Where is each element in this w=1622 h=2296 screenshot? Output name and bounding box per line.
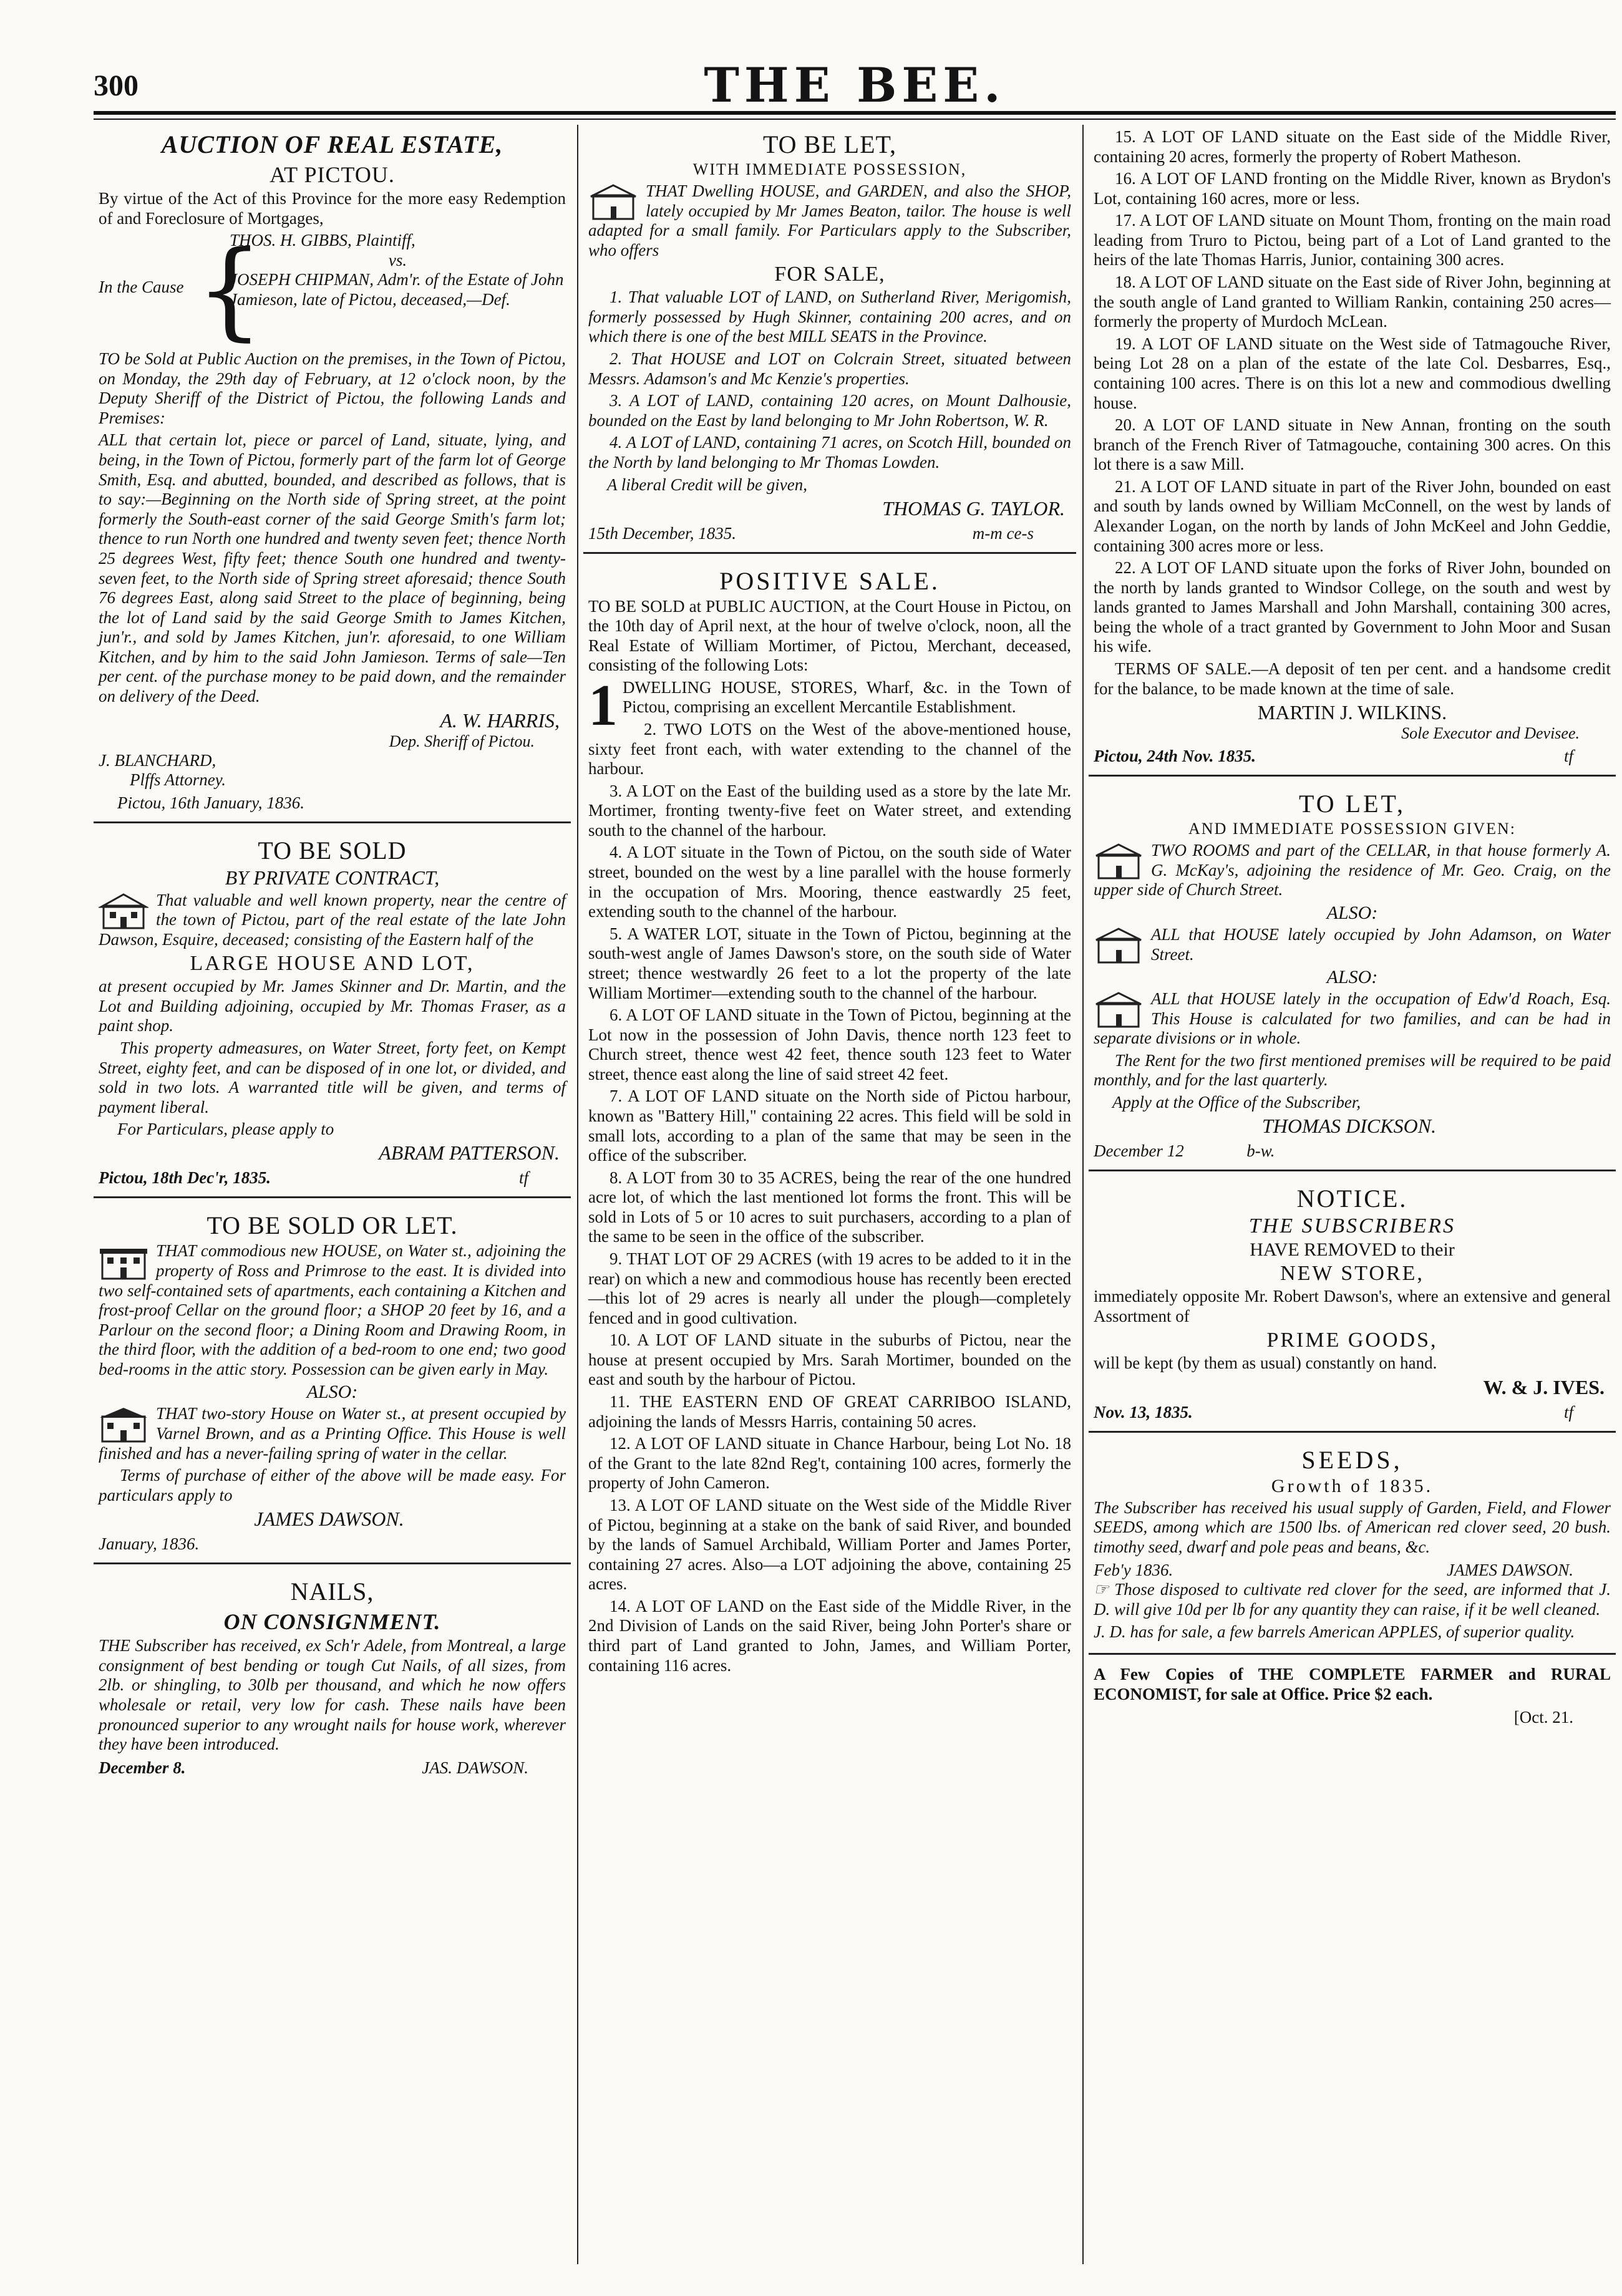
house-icon: [99, 1407, 148, 1443]
ad-title: SEEDS,: [1301, 1445, 1403, 1474]
signature: ABRAM PATTERSON.: [379, 1141, 560, 1165]
date: Pictou, 18th Dec'r, 1835.: [99, 1168, 271, 1188]
house-icon: [99, 893, 148, 929]
page-number: 300: [94, 69, 138, 102]
ad-subtitle: Growth of 1835.: [1271, 1475, 1434, 1496]
house-icon: [1094, 843, 1144, 879]
ad-text: THE Subscriber has received, ex Sch'r Adele, from Montreal, a large consignment of best bending or tough Cut Nails, of all sizes, from 2lb. or shingling, to 30lb per thousand, and which he now offers wholesale or retail, very low for cash. These nails have been pronounced superior to any wrought nails for house work, wherever they have been introduced.: [99, 1636, 566, 1754]
ad-title: NAILS,: [290, 1577, 374, 1606]
lot-13: 13. A LOT OF LAND situate on the West side of the Middle River of Pictou, beginning at a stake on the bank of said River, and bounded by the lands of Samuel Archibald, William Porter and James Porter, containing 27 acres. Also—a LOT adjoining the above, containing 25 acres.: [588, 1495, 1071, 1594]
nails-ad: [94, 1572, 571, 1786]
ad-text: at present occupied by Mr. James Skinner and Dr. Martin, and the Lot and Building adjoining, occupied by Mr. Thomas Fraser, as a paint shop.: [99, 977, 566, 1035]
ad-text: TO be Sold at Public Auction on the premises, in the Town of Pictou, on Monday, the 29th day of February, at 12 o'clock noon, by the Deputy Sheriff of the District of Pictou, the following Lands and Premises:: [99, 349, 566, 427]
lot-1: 1 DWELLING HOUSE, STORES, Wharf, &c. in the Town of Pictou, comprising an excellent Mercantile Establishment.: [588, 672, 1071, 738]
column-rule: [1082, 125, 1084, 2264]
signature: JAS. DAWSON.: [422, 1758, 528, 1777]
signature: JAMES DAWSON.: [1447, 1561, 1573, 1580]
notice-line: PRIME GOODS,: [1266, 1329, 1438, 1352]
cause-label: In the Cause: [99, 278, 184, 297]
versus: vs.: [388, 250, 407, 269]
apply-line: Apply at the Office of the Subscriber,: [1112, 1092, 1361, 1112]
signature: THOMAS DICKSON.: [1261, 1114, 1437, 1137]
farmer-ad: [1089, 1662, 1616, 1736]
ad-subtitle: AND IMMEDIATE POSSESSION GIVEN:: [1188, 820, 1516, 838]
ad-text: A Few Copies of THE COMPLETE FARMER and RURAL ECONOMIST, for sale at Office. Price $2 each.: [1094, 1665, 1611, 1703]
lot-6: 6. A LOT OF LAND situate in the Town of Pictou, beginning at the Lot now in the possession of John Davis, thence north 123 feet to Church street, thence west 42 feet, thence south 123 feet to Water street, thence east along the line of said street 42 feet.: [588, 1005, 1071, 1083]
ad-text: TWO ROOMS and part of the CELLAR, in that house formerly A. G. McKay's, adjoining the residence of Mr. Geo. Craig, on the upper side of Church Street.: [1094, 841, 1611, 899]
lot-19: 19. A LOT OF LAND situate on the West side of Tatmagouche River, being Lot 28 on a plan of the estate of the late Col. Desbarres, Esq., containing 100 acres. There is on this lot a new and commodious dwelling house.: [1094, 334, 1611, 412]
ad-text: J. D. has for sale, a few barrels American APPLES, of superior quality.: [1094, 1622, 1575, 1641]
house-icon: [588, 184, 638, 220]
ad-text: Terms of purchase of either of the above will be made easy. For particulars apply to: [99, 1466, 566, 1504]
column-rule: [577, 125, 578, 2264]
lot-16: 16. A LOT OF LAND fronting on the Middle River, known as Brydon's Lot, containing 160 acres, more or less.: [1094, 169, 1611, 208]
lot-8: 8. A LOT from 30 to 35 ACRES, being the rear of the one hundred acre lot, of which the last mentioned lot forms the front. This will be sold in Lots of 5 or 10 acres to suit purchasers, according to a plan of the same to be seen in the office of the subscriber.: [588, 1168, 1071, 1246]
ad-text: This property admeasures, on Water Street, forty feet, on Kempt Street, eighty feet, and can be disposed of in one lot, or divided, and sold in two lots. A warranted title will be given, and terms of payment liberal.: [99, 1039, 566, 1117]
sold-or-let-ad: [94, 1206, 571, 1564]
date: Feb'y 1836.: [1094, 1561, 1173, 1580]
signature: MARTIN J. WILKINS.: [1257, 701, 1447, 724]
date: [Oct. 21.: [1513, 1708, 1573, 1727]
signature-title: Dep. Sheriff of Pictou.: [389, 732, 535, 750]
apply-line: For Particulars, please apply to: [117, 1120, 334, 1139]
ad-title: TO LET,: [1299, 790, 1406, 818]
notice-line: THE SUBSCRIBERS: [1248, 1214, 1456, 1238]
date: Pictou, 24th Nov. 1835.: [1094, 747, 1256, 766]
masthead-rule: [94, 111, 1616, 115]
ad-heading: FOR SALE,: [774, 263, 885, 286]
signature: JAMES DAWSON.: [254, 1508, 404, 1531]
masthead: [94, 57, 1616, 117]
date: December 12: [1094, 1141, 1184, 1160]
ad-subtitle: ON CONSIGNMENT.: [223, 1609, 441, 1635]
dateline: [99, 1168, 566, 1188]
positive-sale-continued: [1089, 125, 1616, 777]
column-3: [1089, 125, 1616, 2270]
credit-line: A liberal Credit will be given,: [607, 475, 807, 494]
code: m-m ce-s: [972, 523, 1034, 543]
ad-subtitle: WITH IMMEDIATE POSSESSION,: [692, 160, 967, 178]
signature: W. & J. IVES.: [1483, 1375, 1605, 1398]
dateline: [1094, 747, 1611, 766]
lot-21: 21. A LOT OF LAND situate in part of the River John, bounded on east and south by lands owned by William McConnell, on the west by lands of Alexander Logan, on the north by lands of John McKeel and John Geddie, containing 300 acres more or less.: [1094, 477, 1611, 555]
newspaper-title: THE BEE.: [704, 57, 1006, 113]
lot-9: 9. THAT LOT OF 29 ACRES (with 19 acres to be added to it in the rear) on which a new and commodious house has recently been erected—this lot of 29 acres is nearly all under the plough—completely fenced and in good cultivation.: [588, 1249, 1071, 1327]
lot-15: 15. A LOT OF LAND situate on the East side of the Middle River, containing 20 acres, formerly the property of Robert Matheson.: [1094, 127, 1611, 166]
signature-title: Sole Executor and Devisee.: [1401, 724, 1580, 743]
brace-icon: {: [196, 228, 264, 352]
ad-text: That valuable and well known property, near the centre of the town of Pictou, part of the real estate of the late John Dawson, Esquire, deceased; consisting of the Eastern half of the: [99, 890, 566, 949]
ad-text: TO BE SOLD at PUBLIC AUCTION, at the Court House in Pictou, on the 10th day of April next, at the hour of twelve o'clock, noon, all the Real Estate of William Mortimer, of Pictou, Merchant, deceased, consisting of the following Lots:: [588, 596, 1071, 675]
date: 15th December, 1835.: [588, 523, 736, 543]
ad-title: TO BE SOLD OR LET.: [206, 1211, 458, 1240]
sale-item: 4. A LOT of LAND, containing 71 acres, on Scotch Hill, bounded on the North by land belonging to Mr Thomas Lowden.: [588, 433, 1071, 472]
tf-code: tf: [1563, 1402, 1573, 1422]
lot-5: 5. A WATER LOT, situate in the Town of Pictou, beginning at the south-west angle of James Dawson's store, on the south side of Water street; thence westwardly 26 feet to a lot the property of the late William Mortimer—extending south to the channel of the harbour.: [588, 924, 1071, 1002]
lot-2: 2. TWO LOTS on the West of the above-mentioned house, sixty feet front each, with water extending to the channel of the harbour.: [588, 719, 1071, 778]
dateline: [1094, 1708, 1611, 1727]
ad-text: THAT commodious new HOUSE, on Water st., adjoining the property of Ross and Primrose to the east. It is divided into two self-contained sets of apartments, each containing a Kitchen and frost-proof Cellar on the ground floor; a SHOP 20 feet by 16, and a Parlour on the second floor; a Dining Room and Drawing Room, in the third floor, with the addition of a bed-room to one end; two good bed-rooms in the attic story. Possession can be given early in May.: [99, 1241, 566, 1378]
dateline: Pictou, 16th January, 1836.: [117, 793, 304, 812]
lot-4: 4. A LOT situate in the Town of Pictou, on the south side of Water street, bounded on the west by a line parallel with the house formerly in the occupation of Mrs. Mooring, thence eastwardly 25 feet, extending south to the channel of the harbour.: [588, 843, 1071, 921]
dateline: [99, 1758, 566, 1778]
date: December 8.: [99, 1758, 186, 1777]
lot-22: 22. A LOT OF LAND situate upon the forks of River John, bounded on the north by lands granted to Windsor College, on the south and west by lands granted to James Marshall and John Marshall, containing 300 acres, being the whole of a tract granted by Government to John Moor and Susan his wife.: [1094, 558, 1611, 656]
auction-ad: [94, 125, 571, 823]
lot-20: 20. A LOT OF LAND situate in New Annan, fronting on the south branch of the French River of Tatmagouche, containing 300 acres. On this lot there is a saw Mill.: [1094, 415, 1611, 474]
house-icon: [1094, 928, 1144, 964]
dateline: [1094, 1141, 1611, 1161]
signature: THOMAS G. TAYLOR.: [882, 496, 1065, 520]
ad-title: TO BE SOLD: [258, 836, 407, 865]
to-be-let-ad: [583, 125, 1076, 554]
ad-title: POSITIVE SALE.: [719, 566, 940, 595]
defendant: JOSEPH CHIPMAN, Adm'r. of the Estate of John Jamieson, late of Pictou, deceased,—Def.: [230, 270, 564, 309]
drop-cap: 1: [588, 672, 618, 738]
lot-18: 18. A LOT OF LAND situate on the East side of River John, beginning at the south angle of Land granted to William Rankin, containing 250 acres—formerly the property of Murdoch McLean.: [1094, 273, 1611, 331]
notice-line: NEW STORE,: [1280, 1261, 1424, 1285]
masthead-rule-thin: [94, 119, 1616, 120]
notice-ad: [1089, 1179, 1616, 1433]
also-heading: ALSO:: [306, 1382, 358, 1403]
ad-text: By virtue of the Act of this Province for the more easy Redemption of and Foreclosure of Mortgages,: [99, 189, 566, 228]
ad-title: AT PICTOU.: [270, 162, 395, 187]
dateline: [1094, 1403, 1611, 1422]
lot-3: 3. A LOT on the East of the building used as a store by the late Mr. Mortimer, fronting twenty-five feet on Water street, and extending south to the channel of the harbour.: [588, 781, 1071, 840]
lot-14: 14. A LOT OF LAND on the East side of the Middle River, in the 2nd Division of Lands on the said River, being John Porter's share or third part of Land granted to John, James, and William Porter, containing 116 acres.: [588, 1596, 1071, 1675]
ad-text: immediately opposite Mr. Robert Dawson's, where an extensive and general Assortment of: [1094, 1286, 1611, 1325]
ad-title: NOTICE.: [1296, 1184, 1408, 1213]
positive-sale-ad: [583, 561, 1076, 1687]
lot-17: 17. A LOT OF LAND situate on Mount Thom, fronting on the main road leading from Truro to Pictou, being part of a Lot of Land granted to the heirs of the late Thomas Harris, Junior, containing 300 acres.: [1094, 211, 1611, 269]
code: b-w.: [1246, 1141, 1275, 1160]
plaintiff: THOS. H. GIBBS, Plaintiff,: [230, 231, 415, 250]
ad-subtitle: BY PRIVATE CONTRACT,: [225, 866, 440, 889]
ad-text: ☞ Those disposed to cultivate red clover for the seed, are informed that J. D. will give 10d per lb for any quantity they can raise, if it be well cleaned.: [1094, 1580, 1611, 1619]
sale-item: 2. That HOUSE and LOT on Colcrain Street, situated between Messrs. Adamson's and Mc Kenzie's properties.: [588, 349, 1071, 388]
terms-of-sale: TERMS OF SALE.—A deposit of ten per cent. and a handsome credit for the balance, to be made known at the time of sale.: [1094, 659, 1611, 698]
ad-heading: LARGE HOUSE AND LOT,: [190, 952, 475, 976]
also-heading: ALSO:: [1326, 902, 1378, 923]
ad-title: TO BE LET,: [762, 130, 897, 158]
ad-text: THAT Dwelling HOUSE, and GARDEN, and also the SHOP, lately occupied by Mr James Beaton, tailor. The house is well adapted for a small family. For Particulars apply to the Subscriber, who offers: [588, 182, 1071, 259]
house-icon: [1094, 992, 1144, 1028]
tf-code: tf: [1563, 747, 1573, 766]
sale-item: 3. A LOT of LAND, containing 120 acres, on Mount Dalhousie, bounded on the East by land belonging to Mr John Robertson, W. R.: [588, 391, 1071, 430]
seeds-ad: [1089, 1440, 1616, 1655]
ad-text: ALL that HOUSE lately occupied by John Adamson, on Water Street.: [1151, 924, 1611, 964]
attorney: J. BLANCHARD,: [99, 750, 216, 770]
house-icon: [99, 1244, 148, 1280]
tf-code: tf: [518, 1168, 528, 1188]
dateline: [588, 524, 1071, 543]
attorney-title: Plffs Attorney.: [130, 770, 226, 789]
ad-text: will be kept (by them as usual) constantly on hand.: [1094, 1354, 1437, 1373]
ad-text: ALL that certain lot, piece or parcel of Land, situate, lying, and being, in the Town of Pictou, formerly part of the farm lot of George Smith, Esq. and abutted, bounded, and described as follows, that is to say:—Beginning on the North side of Spring street, at the point formerly the South-east corner of the said George Smith's farm lot; thence to run North one hundred and twenty seven feet; thence North 25 degrees West, fifty feet; thence South one hundred and twenty-seven feet, to the North side of Spring street aforesaid; thence South 76 degrees East, along said Street to the place of beginning, being the lot of Land said by the said George Smith to James Kitchen, jun'r., and sold by James Kitchen, jun'r. aforesaid, to one William Kitchen, and by him to the said John Jamieson. Terms of sale—Ten per cent. of the purchase money to be paid down, and the remainder on delivery of the Deed.: [99, 430, 566, 705]
notice-line: HAVE REMOVED to their: [1250, 1239, 1455, 1260]
signature: A. W. HARRIS,: [440, 709, 560, 732]
dateline: [1094, 1561, 1611, 1580]
lot-10: 10. A LOT OF LAND situate in the suburbs of Pictou, near the house at present occupied by Mrs. Sarah Mortimer, bounded on the east and south by the harbour of Pictou.: [588, 1330, 1071, 1389]
sale-item: 1. That valuable LOT of LAND, on Sutherland River, Merigomish, formerly possessed by Hugh Skinner, containing 200 acres, and on which there is one of the best MILL SEATS in the Province.: [588, 288, 1071, 346]
cause-parties: [230, 231, 566, 309]
private-contract-ad: [94, 831, 571, 1199]
column-1: [94, 125, 571, 2270]
cause-block: [99, 228, 566, 352]
also-heading: ALSO:: [1326, 967, 1378, 988]
lot-11: 11. THE EASTERN END OF GREAT CARRIBOO ISLAND, adjoining the lands of Messrs Harris, containing 50 acres.: [588, 1392, 1071, 1431]
ad-title: AUCTION OF REAL ESTATE,: [161, 130, 503, 158]
ad-text: ALL that HOUSE lately in the occupation of Edw'd Roach, Esq. This House is calculated for two families, and can be had in separate divisions or in whole.: [1094, 989, 1611, 1048]
ad-text: THAT two-story House on Water st., at present occupied by Varnel Brown, and as a Printing Office. This House is well finished and has a never-failing spring of water in the cellar.: [99, 1404, 566, 1463]
lot-12: 12. A LOT OF LAND situate in Chance Harbour, being Lot No. 18 of the Grant to the late 82nd Reg't, containing 100 acres, formerly the property of John Cameron.: [588, 1434, 1071, 1493]
to-let-ad: [1089, 784, 1616, 1171]
date: Nov. 13, 1835.: [1094, 1402, 1193, 1422]
ad-text: The Rent for the two first mentioned premises will be required to be paid monthly, and for the last quarterly.: [1094, 1050, 1611, 1090]
lot-7: 7. A LOT OF LAND situate on the North side of Pictou harbour, known as "Battery Hill," containing 22 acres. This field will be sold in small lots, according to a plan of the same that may be seen in the office of the subscriber.: [588, 1087, 1071, 1165]
dateline: January, 1836.: [99, 1534, 200, 1554]
ad-text: The Subscriber has received his usual supply of Garden, Field, and Flower SEEDS, among which are 1500 lbs. of American red clover seed, 20 bush. timothy seed, dwarf and pole peas and beans, &c.: [1094, 1498, 1611, 1556]
column-2: [583, 125, 1076, 2270]
